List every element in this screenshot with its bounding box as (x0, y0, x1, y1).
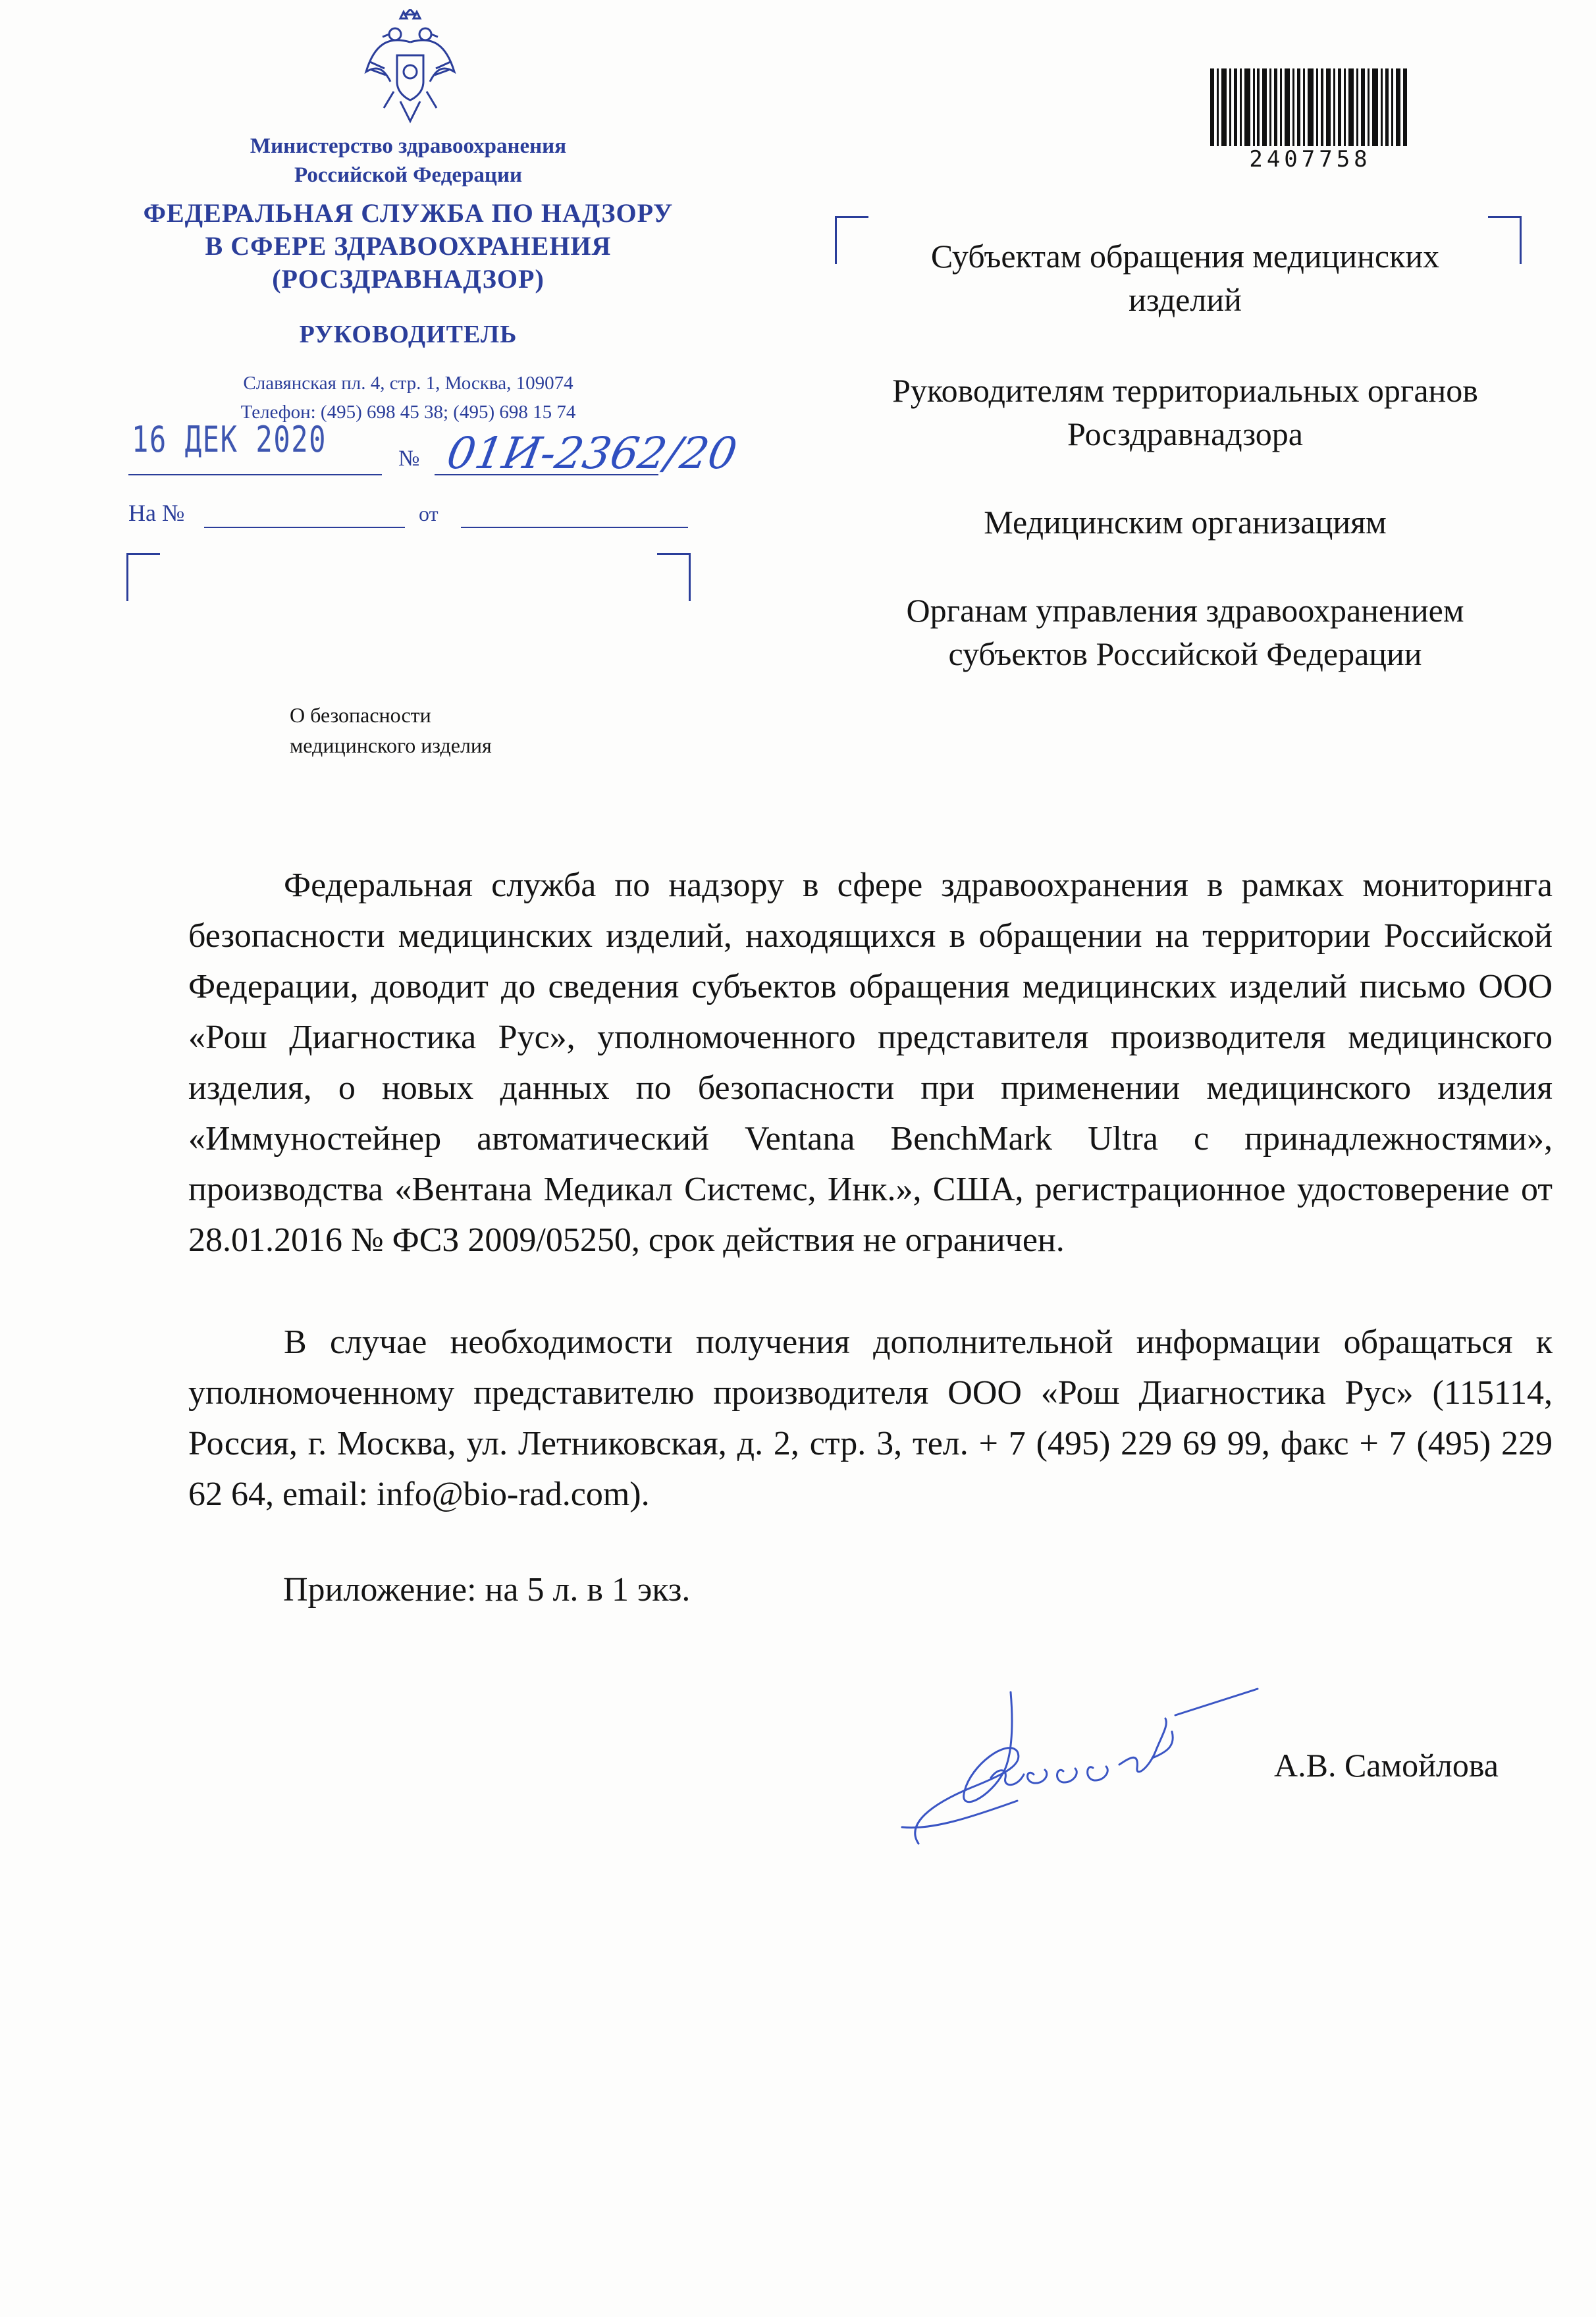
addressee-1-line2: изделий (1129, 281, 1242, 318)
subject-line1: О безопасности (290, 703, 431, 727)
from-underline (461, 527, 688, 528)
head-title: РУКОВОДИТЕЛЬ (299, 321, 518, 348)
handwritten-signature-icon (892, 1653, 1287, 1850)
barcode-number: 2407758 (1249, 146, 1371, 173)
in-reply-label: На № (128, 500, 185, 526)
addressee-1-line1: Субъектам обращения медицинских (930, 238, 1440, 275)
signer-name: А.В. Самойлова (1274, 1747, 1499, 1784)
service-name-line2: В СФЕРЕ ЗДРАВООХРАНЕНИЯ (205, 231, 612, 261)
service-name-line3: (РОСЗДРАВНАДЗОР) (272, 264, 545, 294)
date-stamp: 16 ДЕК 2020 (132, 419, 327, 460)
addressee-3-line1: Медицинским организациям (984, 504, 1387, 541)
addressee-2-line1: Руководителям территориальных органов (892, 372, 1478, 409)
body-paragraph-1: Федеральная служба по надзору в сфере здравоохранения в рамках мониторинга безопасности медицинских изделий, находящихся в обращении на территории Российской Федерации, доводит до сведения субъектов обращения медицинских изделий письмо ООО «Рош Диагностика Рус», уполномоченного представителя производителя медицинского изделия, о новых данных по безопасности при применении медицинского изделия «Иммуностейнер автоматический Ventana BenchMark Ultra с принадлежностями», производства «Вентана Медикал Системс, Инк.», США, регистрационное удостоверение от 28.01.2016 № ФСЗ 2009/05250, срок действия не ограничен. (188, 866, 1553, 1259)
subject-line2: медицинского изделия (290, 733, 492, 757)
service-name-line1: ФЕДЕРАЛЬНАЯ СЛУЖБА ПО НАДЗОРУ (143, 198, 674, 228)
number-underline (435, 474, 658, 475)
addressee-3 (826, 500, 1544, 544)
ministry-name-line1: Министерство здравоохранения (250, 134, 567, 158)
addressee-4-line1: Органам управления здравоохранением (906, 592, 1464, 629)
barcode-icon (1210, 68, 1408, 146)
bracket-top-right (657, 553, 691, 601)
body-paragraph-2: В случае необходимости получения дополнительной информации обращаться к уполномоченному представителю производителя ООО «Рош Диагностика Рус» (115114, Россия, г. Москва, ул. Летниковская, д. 2, стр. 3, тел. + 7 (495) 229 69 99, факс + 7 (495) 229 62 64, email: info@bio-rad.com). (188, 1323, 1553, 1513)
ministry-name-line2: Российской Федерации (294, 163, 522, 187)
addressee-4 (826, 589, 1544, 676)
addressee-1 (826, 234, 1544, 321)
registration-number: 01И-2362/20 (443, 428, 741, 479)
letterhead-address: Славянская пл. 4, стр. 1, Москва, 109074 (243, 373, 573, 394)
addressee-2 (826, 369, 1544, 456)
letterhead-phone: Телефон: (495) 698 45 38; (495) 698 15 74 (240, 402, 576, 423)
in-reply-underline (204, 527, 405, 528)
from-label: от (419, 502, 439, 525)
double-headed-eagle-emblem-icon (361, 9, 460, 134)
number-label: № (398, 446, 420, 471)
bracket-top-left (126, 553, 160, 601)
addressee-4-line2: субъектов Российской Федерации (948, 635, 1422, 672)
addressee-2-line2: Росздравнадзора (1067, 415, 1303, 452)
date-underline (128, 474, 382, 475)
attachment-note: Приложение: на 5 л. в 1 экз. (283, 1571, 691, 1609)
